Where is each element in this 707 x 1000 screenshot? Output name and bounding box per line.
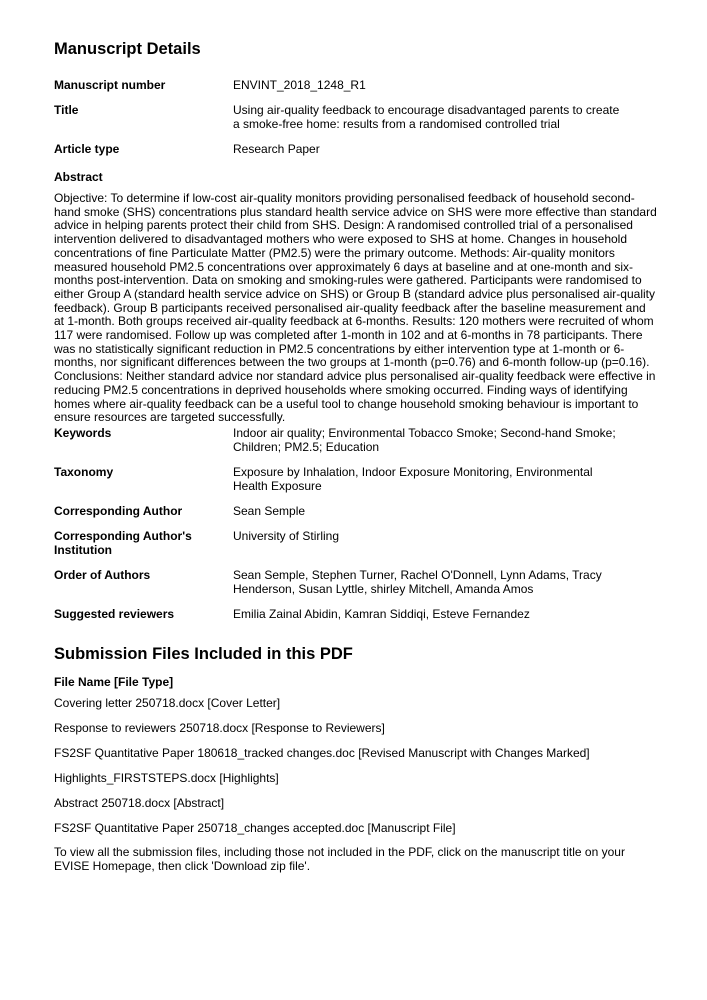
meta-label: Keywords bbox=[54, 426, 112, 440]
file-item: Abstract 250718.docx [Abstract] bbox=[54, 796, 225, 810]
file-item: Covering letter 250718.docx [Cover Letter] bbox=[54, 696, 281, 710]
detail-label: Title bbox=[54, 103, 79, 117]
meta-label: Corresponding Author bbox=[54, 504, 183, 518]
files-heading: Submission Files Included in this PDF bbox=[54, 645, 353, 663]
meta-value: Sean Semple bbox=[233, 504, 306, 518]
meta-label: Order of Authors bbox=[54, 568, 151, 582]
file-item: FS2SF Quantitative Paper 250718_changes accepted.doc [Manuscript File] bbox=[54, 821, 456, 835]
files-column-header: File Name [File Type] bbox=[54, 675, 174, 689]
detail-value: ENVINT_2018_1248_R1 bbox=[233, 78, 366, 92]
detail-value: Research Paper bbox=[233, 142, 320, 156]
detail-label: Article type bbox=[54, 142, 120, 156]
detail-value: Using air-quality feedback to encourage disadvantaged parents to create a smoke-free home: results from a randomised controlled trial bbox=[233, 103, 620, 131]
download-note: To view all the submission files, including those not included in the PDF, click on the manuscript title on your EVISE Homepage, then click 'Download zip file'. bbox=[54, 845, 625, 873]
abstract-text: Objective: To determine if low-cost air-quality monitors providing personalised feedback of household second-hand smoke (SHS) concentrations plus standard health service advice on SHS were more effective than standard advice in helping parents protect their child from SHS. Design: A randomised controlled trial of a personalised intervention delivered to disadvantaged mothers who were exposed to SHS at home. Changes in household concentrations of fine Particulate Matter (PM2.5) were the primary outcome. Methods: Air-quality monitors measured household PM2.5 concentrations over approximately 6 days at baseline and at one-month and six-months post-intervention. Data on smoking and smoking-rules were gathered. Participants were randomised to either Group A (standard health service advice on SHS) or Group B (standard advice plus personalised air-quality feedback). Group B participants received personalised air-quality feedback after the baseline measurement and at 1-month. Both groups received air-quality feedback at 6-months. Results: 120 mothers were recruited of whom 117 were randomised. Follow up was completed after 1-month in 102 and at 6-months in 78 participants. There was no statistically significant reduction in PM2.5 concentrations by either intervention type at 1-month or 6-months, nor significant differences between the two groups at 1-month (p=0.76) and 6-month follow-up (p=0.16). Conclusions: Neither standard advice nor standard advice plus personalised air-quality feedback were effective in reducing PM2.5 concentrations in deprived households where smoking occurred. Finding ways of identifying homes where air-quality feedback can be a useful tool to change household smoking behaviour is important to ensure resources are targeted successfully. bbox=[54, 191, 657, 425]
abstract-label: Abstract bbox=[54, 170, 103, 184]
detail-label: Manuscript number bbox=[54, 78, 166, 92]
meta-label: Corresponding Author's Institution bbox=[54, 529, 192, 557]
meta-label: Taxonomy bbox=[54, 465, 114, 479]
file-item: FS2SF Quantitative Paper 180618_tracked changes.doc [Revised Manuscript with Changes Marked] bbox=[54, 746, 590, 760]
meta-value: Indoor air quality; Environmental Tobacco Smoke; Second-hand Smoke; Children; PM2.5; Education bbox=[233, 426, 616, 454]
meta-label: Suggested reviewers bbox=[54, 607, 175, 621]
meta-value: Emilia Zainal Abidin, Kamran Siddiqi, Esteve Fernandez bbox=[233, 607, 530, 621]
meta-value: Sean Semple, Stephen Turner, Rachel O'Donnell, Lynn Adams, Tracy Henderson, Susan Lyttle, shirley Mitchell, Amanda Amos bbox=[233, 568, 602, 596]
meta-value: Exposure by Inhalation, Indoor Exposure Monitoring, Environmental Health Exposure bbox=[233, 465, 593, 493]
meta-value: University of Stirling bbox=[233, 529, 340, 543]
page-title: Manuscript Details bbox=[54, 40, 201, 58]
file-item: Response to reviewers 250718.docx [Response to Reviewers] bbox=[54, 721, 385, 735]
file-item: Highlights_FIRSTSTEPS.docx [Highlights] bbox=[54, 771, 279, 785]
